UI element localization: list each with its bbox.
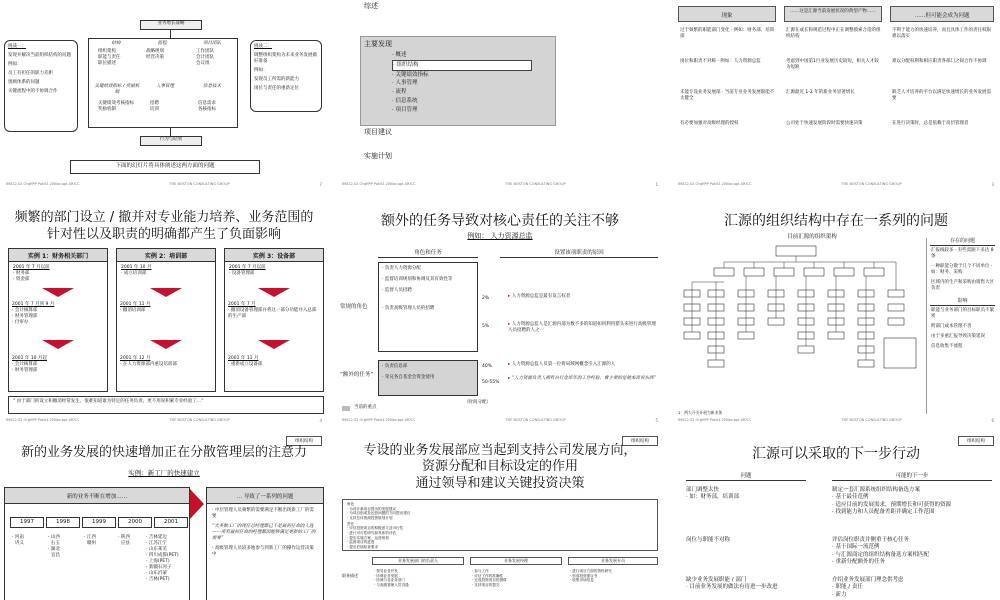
down-arrow-icon [150, 340, 182, 349]
year-cell: 2000 [118, 517, 152, 528]
case-column-2: 实例 2：培训部 2001 年 10 月 · 成立培训部 [116, 248, 216, 392]
group-label-extra: “额外的任务” [340, 372, 374, 378]
issue-row-2: 岗位与职能不对称 [686, 537, 731, 543]
agenda-sub-item-active[interactable]: · 组织结构 [392, 60, 532, 71]
down-arrow-icon [42, 340, 74, 349]
bd-staff-items: · 进行项目方面的资料研究 · 形成投资建议书 · 收集市场信息 [570, 569, 612, 583]
table-col-phenomenon: 过于频繁的职能部门变化 · 例如：财务部，培训部 岗位和职责不对称 · 例如：人力资源总监 未能专设业务发展部 · 当前专业业务发展职能不太健全 有必要加强对高级经理的授权 [680, 28, 775, 126]
pct: 5% [482, 324, 490, 329]
col-head-role: 角色和任务 [378, 250, 478, 258]
group-label-regular: 常规的角色 [340, 304, 368, 310]
chart-note: 1：两大开关开展为新业务 [678, 410, 723, 415]
chart-caption: 目前汇源的组织架构 [787, 234, 837, 240]
down-arrow-icon [150, 288, 182, 297]
slide-footer: IM022-02 OrgHPP Pak04 20Nov.ppt AR/CC THE BOSTON CONSULTING GROUP 6 [678, 417, 994, 423]
col-list-process: 战略规划 经营决策 [146, 49, 164, 61]
bd-head-items: · 领导业务开发 · 协调业务发展 · 协调与各业务部门 · 与高级管理人员沟通 [374, 569, 409, 588]
plant-list-1998: · 山西 右玉 · 湖北 宜昌 [48, 535, 60, 559]
year-cell: 2001 [154, 517, 188, 528]
issue-row-1: 部门调整太快 · 如：财务部，培训部 [686, 487, 739, 501]
slide-footer: IM022-02 OrgHPP Pak04 20Nov.ppt AR/CC THE BOSTON CONSULTING GROUP 7 [6, 181, 322, 187]
section-tag: 组织结构 [622, 436, 658, 446]
section-tag: 组织结构 [286, 436, 322, 446]
legend-swatch [342, 406, 350, 411]
problem-panel: … 导致了一系列的问题 · 中层管理人员频繁的需要满足不断出现新工厂的需要 “大多数工厂的现任总经理都已不是最初任命的人选——所有最初任命的经理都因能够满足更新的工厂的需要” · 高级管理人员较多地参与到新工厂的操作运营决策中 [206, 487, 324, 600]
col-list-structure: 组织架构 职能与责任 职位描述 [98, 49, 121, 67]
agenda-sub-item[interactable]: · 概述 [392, 52, 407, 58]
slide-9[interactable] [672, 433, 1000, 600]
bottom-note: 下面的幻灯片将具体阐述这两方面的问题 [70, 160, 260, 174]
reason-extra-1: ▸ 人力资源总监人员第一位将局域网概念引入汇源的人 [508, 362, 616, 367]
slide-7[interactable] [0, 433, 328, 600]
table-header-reason: ……这是汇源当前发展状况的典型产物…… [784, 6, 882, 22]
col-head-bd-head: 业务发展部门的负责人 [372, 557, 464, 565]
col-head-reason: 设置该项职责的原因 [500, 250, 658, 258]
case-2-block-3: 2001 年 12 月 · 在人力资源部内重设培训部 [120, 356, 177, 368]
year-row [10, 517, 188, 528]
slide-8[interactable] [336, 433, 664, 600]
agenda-findings: 主要发现 [364, 40, 392, 48]
reason-regular-2: ▸ 人力资源总监人是汇源内部为数不多的知道如何利用猎头来进行高级管理人员招聘的人之一 [508, 322, 656, 334]
slide-title: 专设的业务发展部应当起到支持公司发展方向， 资源分配和目标设定的作用 通过领导和建议关键投资决策 [363, 443, 637, 491]
challenge-two-box: 挑战二： 调整组织架构为未来业务发展做好准备 例如： 发现员工所需的新能力 岗位与责任的重新定位 [250, 40, 322, 112]
row2-list-kpi: 关键绩效考核指标 奖励机制 [98, 101, 134, 113]
case-column-3: 实例 3：设备部 2001 年 7 月以前 · 设备管理部 [224, 248, 324, 392]
issue-row-3: 缺少业务发展职能 / 部门 · 目前业务发展的做法有待进一步改进 [686, 577, 778, 591]
agenda-sub-item[interactable]: · 人事管理 [392, 80, 418, 87]
bottom-box: 行为与结果 [140, 136, 202, 146]
slide-1[interactable] [0, 0, 328, 190]
slide-title: 新的业务发展的快速增加正在分散管理层的注意力 [20, 445, 307, 460]
down-arrow-icon [42, 288, 74, 297]
col-head-bd-manager: 业务发展经理 [470, 557, 562, 565]
case-3-block-2: 2001 年 7 月 · 撤消设备管理部并将这一部分功能并入总部的生产部 [228, 302, 317, 320]
agenda-recommendations: 项目建议 [364, 128, 392, 136]
task-box-extra: · 负责信息部 · 荣兄各自基金会资金使用 [378, 360, 478, 396]
pct: 2% [482, 296, 490, 301]
action-row-2: 评估岗位职责并侧重于核心任务 · 基于国际一流范例 · 与汇源商定的组织结构备选方案相匹配 · 重新分配额外的任务 [832, 537, 929, 566]
case-1-block-3: 2001 年 10 月起 · 会计核算部 · 财务管理部 [12, 356, 47, 374]
col-head-bd-staff: 业务发展专员 [568, 557, 658, 565]
col-head-next-step: 可能的下一步 [832, 473, 992, 481]
slide-title: 汇源可以采取的下一步行动 [752, 446, 920, 462]
row2-list-hr: 招聘 培训 [150, 101, 159, 113]
down-arrow-icon [258, 288, 290, 297]
section-tag: 组织结构 [958, 436, 994, 446]
agenda-implementation: 实施计划 [364, 152, 392, 160]
agenda-sub-list [392, 51, 532, 115]
slide-subtitle: 实例：新工厂的快速建立 [128, 469, 200, 477]
agenda-summary: 综述 [364, 2, 378, 10]
case-3-block-3: 2001 年 11 月 · 重新成立设备部 [228, 356, 263, 368]
challenge-one-box: 挑战一： 发现并解决当前组织结构的问题 例如： 员工有担任的职力差距 奥顾体系的问题 关键流程中的不协调合作 [4, 40, 78, 132]
plant-list-1999: · 江西 赣州 [84, 535, 96, 547]
case-2-block-2: 2001 年 11 月 · 撤消培训部 [120, 302, 151, 314]
agenda-sub-item[interactable]: · 信息系统 [392, 97, 418, 104]
down-arrow-icon [258, 340, 290, 349]
agenda-sub-item[interactable]: · 关键绩效指标 [392, 71, 429, 78]
agenda-sub-item[interactable]: · 流程 [392, 89, 407, 96]
slide-footer: IM022-02 OrgHPP Pak04 20Nov.ppt AR/CC THE BOSTON CONSULTING GROUP 5 [342, 417, 658, 423]
slide-title: 汇源的组织结构中存在一系列的问题 [724, 213, 948, 229]
slide-4[interactable] [0, 204, 328, 426]
pct: 40% [482, 364, 493, 369]
slide-3[interactable] [672, 0, 1000, 190]
year-cell: 1998 [46, 517, 80, 528]
action-row-3: 介绍业务发展部门理念供考虑 · 职能 / 责任 · 新力 [832, 577, 904, 598]
row2-head-it: 信息技术 [203, 84, 221, 89]
problem-panel: 存在的问题 汇报线较多 · 有些需跟下多达 8 条 一种职能分散于几个不同单位 · 如：财务、采购 区域内的生产和采购由销售大区负责 影响 职能与业务部门的目标职员不紧密 跨部门成本管理不善 由于多重汇报导致决策延误 信息收集不流程 [926, 238, 998, 414]
slide-footer: IM022-02 OrgHPP Pak04 20Nov.ppt AR/CC THE BOSTON CONSULTING GROUP 1 [342, 181, 658, 187]
bd-manager-items: · 参与工作 · 评估工作的准确性 · 完成投资项目的测算 · 支持项目的提交 [472, 569, 507, 588]
plant-list-2001: · 吉林延边 · 江苏江宁 · 山东莱芜 · 四川成都(PET) · 上海(PET) · 新疆石河子 · 山东沂蒙 · 吉林(PET) [146, 535, 179, 583]
agenda-sub-item[interactable]: · 项目管理 [392, 106, 418, 113]
task-box-regular: · 负责人力资源分配 · 监督培训规划和协调及其有效性等 · 监督人员招聘 · 负责高级管理人员的招聘 [378, 262, 478, 352]
reason-extra-2: ▸ “人力资源负责人拥有自行金库年的工作经验，看主要的是他来说说东西” [508, 376, 656, 381]
year-cell: 1997 [10, 517, 44, 528]
role-box: 角色 · 为设计新项目提出的发展建议 · 为项目组成及运营问题的方向提出建议 · 支持总体资源投资规划计划 责任 · 评估投资项目的积极意义及可行性 · 进行可行性研究和具体的评估 · 提出实施方案、运营规划 · 监督项目的进度 · 提出后续检查要求 [342, 499, 658, 551]
slide-subtitle: 例如： 人力资源总监 [467, 232, 533, 240]
timeline-panel: 新的业务不断在增加…… [4, 487, 190, 600]
reason-regular-1: ▸ 人力资源总监是最有发言权者 [508, 294, 571, 299]
top-box: 业务增长战略 [140, 20, 202, 30]
table-header-phenomenon: 现象 [678, 6, 776, 22]
table-header-problem: ……但可能会成为问题 [890, 6, 994, 22]
plant-list-1997: · 河南 巩义 [12, 535, 24, 547]
col-head-structure: 结构 [111, 41, 121, 46]
row2-head-kpi: 关键绩效指标 / 奖励机制 [94, 84, 140, 96]
col-head-process: 流程 [157, 41, 167, 46]
col-head-project: 项目团队 [203, 41, 221, 46]
action-row-1: 制定一套汇源系统组织结构备选方案 · 基于最佳范例 · 适应目前的发展需求，预期增长和可获得的资源 · 找到能力和人员配备差距并确定工作范围 [832, 487, 951, 516]
row2-list-it: 信息需求 各核指标 [198, 101, 216, 113]
slide-title: 频繁的部门设立 / 撤并对专业能力培养、业务范围的针对性以及职责的明确都产生了负面影响 [14, 210, 314, 242]
right-arrow-icon [190, 489, 204, 519]
col-head-issue: 问题 [686, 473, 806, 481]
row2-head-hr: 人事管理 [156, 84, 174, 89]
legend-label: 当前的重点 [354, 405, 377, 410]
org-chart [678, 242, 920, 412]
year-cell: 1999 [82, 517, 116, 528]
slide-footer: IM022-02 OrgHPP Pak04 20Nov.ppt AR/CC THE BOSTON CONSULTING GROUP 4 [6, 417, 322, 423]
slide-footer: IM022-02 OrgHPP Pak04 20Nov.ppt AR/CC THE BOSTON CONSULTING GROUP 3 [678, 181, 994, 187]
slide-2[interactable] [336, 0, 664, 190]
table-col-problem: 不利于能力的快速培养，而且具体工作的责任权限难以落实 难以分配权利和相应职责各部门之间合作不协调 缺乏人才培养的平台以满足快速增长的业务发展需要 在进行决策时，总是依赖于高层管理者 [892, 28, 991, 126]
quote-box: “ 由于部门的设立和撤消经常发生，很难知道谁为特定的任务负责，更不用说积累专业经验了…” [8, 396, 324, 414]
slide-title: 额外的任务导致对核心责任的关注不够 [381, 213, 619, 229]
slide-6[interactable] [672, 204, 1000, 426]
pct: 50-55% [482, 380, 500, 385]
table-col-reason: 汇源在成长和规范过程中正在调整摸索合适的组织结构 考虑到中国第1行业发展历史较短，相关人才较为短缺 汇源最近 1-2 年的新业务显著增长 公司处于快速发展阶段时需要快速决策 [786, 28, 881, 126]
case-column-1: 实例 1：财务相关部门 2001 年 7 月以前 · 财务部 · 资金部 [8, 248, 108, 392]
col-list-project: 工作团队 会计团队 会议组 [196, 49, 214, 67]
row-label: 职务描述 [342, 573, 358, 578]
case-1-block-2: 2001 年 7 月到 9 月 · 会计核算部 · 财务管理部 · 付审办 [12, 302, 55, 326]
time-note: （时间分配） [464, 400, 491, 405]
plant-list-2000: · 陕西 应县 [118, 535, 130, 547]
slide-5[interactable] [336, 204, 664, 426]
